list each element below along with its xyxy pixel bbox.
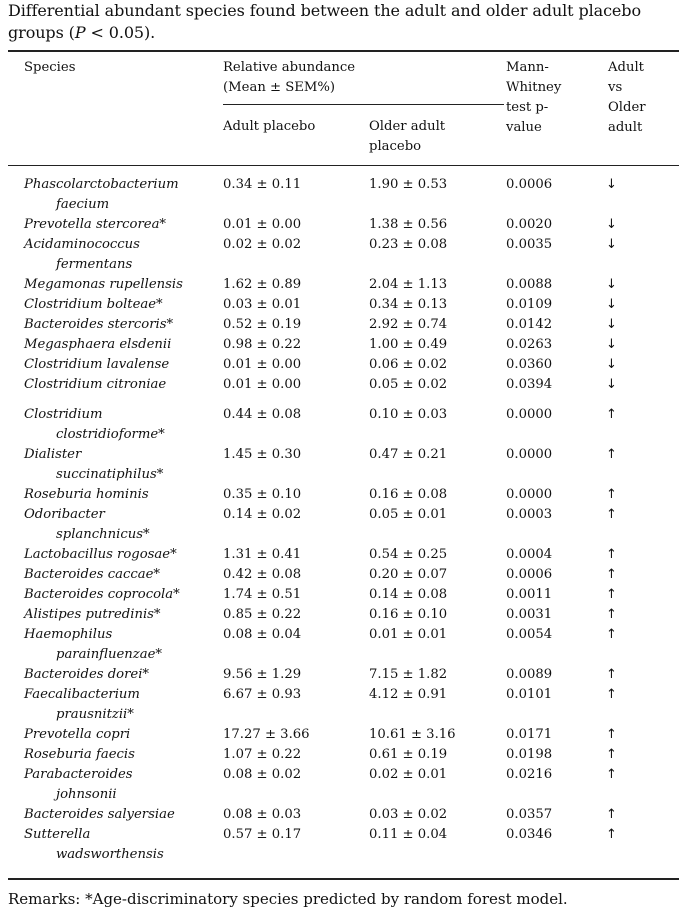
caption-text-after: < 0.05).: [85, 23, 156, 42]
species-name-line1: Bacteroides dorei*: [24, 667, 150, 682]
caption-p-symbol: P: [74, 23, 86, 42]
species-name: [24, 685, 214, 725]
mann-whitney-p-value: 0.0088: [506, 277, 553, 292]
older-adult-placebo-value: 1.38 ± 0.56: [369, 217, 448, 232]
older-adult-placebo-value: 4.12 ± 0.91: [369, 687, 448, 702]
species-name-line1: Acidaminococcus: [24, 237, 140, 252]
mann-whitney-p-value: 0.0171: [506, 727, 553, 742]
header-older-line1: Older adult: [369, 119, 446, 134]
mann-whitney-p-value: 0.0006: [506, 567, 553, 582]
adult-placebo-value: 0.08 ± 0.04: [223, 627, 302, 642]
species-name-line2: johnsonii: [56, 787, 117, 802]
species-name: [24, 215, 214, 235]
species-name-line2: fermentans: [56, 257, 133, 272]
adult-placebo-value: 0.01 ± 0.00: [223, 377, 302, 392]
species-name: [24, 485, 214, 505]
header-older-line2: placebo: [369, 139, 422, 154]
direction-arrow-icon: ↑: [606, 547, 617, 562]
species-name-line1: Clostridium citroniae: [24, 377, 167, 392]
species-name-line1: Megasphaera elsdenii: [24, 337, 172, 352]
header-relative-abundance-line2: (Mean ± SEM%): [223, 80, 336, 95]
mann-whitney-p-value: 0.0216: [506, 767, 553, 782]
direction-arrow-icon: ↓: [606, 277, 617, 292]
header-mw-line3: test p-: [506, 100, 549, 115]
direction-arrow-icon: ↓: [606, 337, 617, 352]
top-rule: [8, 50, 679, 52]
species-name-line1: Bacteroides stercoris*: [24, 317, 174, 332]
older-adult-placebo-value: 0.61 ± 0.19: [369, 747, 448, 762]
header-dir-line3: Older: [608, 100, 646, 115]
mann-whitney-p-value: 0.0004: [506, 547, 553, 562]
adult-placebo-value: 0.01 ± 0.00: [223, 217, 302, 232]
adult-placebo-value: 0.35 ± 0.10: [223, 487, 302, 502]
species-name-line1: Prevotella copri: [24, 727, 131, 742]
direction-arrow-icon: ↑: [606, 587, 617, 602]
species-name: [24, 295, 214, 315]
mann-whitney-p-value: 0.0020: [506, 217, 553, 232]
species-name: [24, 175, 214, 215]
adult-placebo-value: 0.03 ± 0.01: [223, 297, 302, 312]
species-name: [24, 405, 214, 445]
species-name: [24, 275, 214, 295]
header-dir-line4: adult: [608, 120, 643, 135]
species-name: [24, 545, 214, 565]
species-name-line2: prausnitzii*: [56, 707, 134, 722]
adult-placebo-value: 0.85 ± 0.22: [223, 607, 302, 622]
species-name-line1: Prevotella stercorea*: [24, 217, 167, 232]
older-adult-placebo-value: 0.54 ± 0.25: [369, 547, 448, 562]
header-dir-line1: Adult: [608, 60, 644, 75]
species-name-line1: Clostridium: [24, 407, 103, 422]
species-name: [24, 565, 214, 585]
adult-placebo-value: 6.67 ± 0.93: [223, 687, 302, 702]
direction-arrow-icon: ↓: [606, 297, 617, 312]
adult-placebo-value: 0.34 ± 0.11: [223, 177, 302, 192]
mann-whitney-p-value: 0.0089: [506, 667, 553, 682]
adult-placebo-value: 0.08 ± 0.03: [223, 807, 302, 822]
species-name: [24, 505, 214, 545]
direction-arrow-icon: ↑: [606, 727, 617, 742]
species-name: [24, 445, 214, 485]
mann-whitney-p-value: 0.0000: [506, 407, 553, 422]
older-adult-placebo-value: 0.14 ± 0.08: [369, 587, 448, 602]
adult-placebo-value: 0.08 ± 0.02: [223, 767, 302, 782]
species-name: [24, 725, 214, 745]
header-bottom-rule: [8, 165, 679, 166]
mann-whitney-p-value: 0.0101: [506, 687, 553, 702]
mann-whitney-p-value: 0.0000: [506, 447, 553, 462]
species-name: [24, 315, 214, 335]
adult-placebo-value: 9.56 ± 1.29: [223, 667, 302, 682]
species-name: [24, 375, 214, 395]
adult-placebo-value: 0.98 ± 0.22: [223, 337, 302, 352]
adult-placebo-value: 1.62 ± 0.89: [223, 277, 302, 292]
older-adult-placebo-value: 2.92 ± 0.74: [369, 317, 448, 332]
header-mw-line4: value: [506, 120, 542, 135]
mann-whitney-p-value: 0.0031: [506, 607, 553, 622]
older-adult-placebo-value: 0.16 ± 0.08: [369, 487, 448, 502]
species-name-line1: Lactobacillus rogosae*: [24, 547, 177, 562]
header-mann-whitney: [506, 58, 561, 138]
adult-placebo-value: 0.44 ± 0.08: [223, 407, 302, 422]
mann-whitney-p-value: 0.0109: [506, 297, 553, 312]
older-adult-placebo-value: 0.23 ± 0.08: [369, 237, 448, 252]
species-name: [24, 625, 214, 665]
older-adult-placebo-value: 7.15 ± 1.82: [369, 667, 448, 682]
adult-placebo-value: 0.42 ± 0.08: [223, 567, 302, 582]
older-adult-placebo-value: 0.20 ± 0.07: [369, 567, 448, 582]
direction-arrow-icon: ↑: [606, 667, 617, 682]
adult-placebo-value: 1.07 ± 0.22: [223, 747, 302, 762]
direction-arrow-icon: ↑: [606, 807, 617, 822]
direction-arrow-icon: ↑: [606, 767, 617, 782]
species-name-line1: Alistipes putredinis*: [24, 607, 161, 622]
species-name: [24, 825, 214, 865]
mann-whitney-p-value: 0.0357: [506, 807, 553, 822]
species-name: [24, 335, 214, 355]
species-name-line1: Megamonas rupellensis: [24, 277, 183, 292]
header-adult-placebo: Adult placebo: [223, 119, 316, 134]
mann-whitney-p-value: 0.0394: [506, 377, 553, 392]
older-adult-placebo-value: 0.05 ± 0.01: [369, 507, 448, 522]
older-adult-placebo-value: 0.06 ± 0.02: [369, 357, 448, 372]
species-name: [24, 355, 214, 375]
species-name-line2: splanchnicus*: [56, 527, 150, 542]
header-relative-abundance: [223, 58, 355, 98]
species-name: [24, 765, 214, 805]
older-adult-placebo-value: 1.90 ± 0.53: [369, 177, 448, 192]
species-name-line1: Bacteroides salyersiae: [24, 807, 175, 822]
header-span-rule: [223, 104, 504, 105]
direction-arrow-icon: ↑: [606, 827, 617, 842]
species-name-line1: Clostridium bolteae*: [24, 297, 163, 312]
mann-whitney-p-value: 0.0360: [506, 357, 553, 372]
direction-arrow-icon: ↑: [606, 627, 617, 642]
direction-arrow-icon: ↓: [606, 237, 617, 252]
older-adult-placebo-value: 10.61 ± 3.16: [369, 727, 456, 742]
older-adult-placebo-value: 0.16 ± 0.10: [369, 607, 448, 622]
direction-arrow-icon: ↑: [606, 447, 617, 462]
species-name-line1: Odoribacter: [24, 507, 105, 522]
direction-arrow-icon: ↑: [606, 407, 617, 422]
mann-whitney-p-value: 0.0011: [506, 587, 553, 602]
direction-arrow-icon: ↑: [606, 487, 617, 502]
direction-arrow-icon: ↓: [606, 357, 617, 372]
mann-whitney-p-value: 0.0142: [506, 317, 553, 332]
direction-arrow-icon: ↓: [606, 317, 617, 332]
species-name-line2: wadsworthensis: [56, 847, 164, 862]
caption-text-before: Differential abundant species found between the adult and older adult placebo groups (: [8, 1, 641, 42]
older-adult-placebo-value: 0.03 ± 0.02: [369, 807, 448, 822]
adult-placebo-value: 0.52 ± 0.19: [223, 317, 302, 332]
header-mw-line2: Whitney: [506, 80, 562, 95]
older-adult-placebo-value: 0.11 ± 0.04: [369, 827, 448, 842]
older-adult-placebo-value: 2.04 ± 1.13: [369, 277, 448, 292]
mann-whitney-p-value: 0.0346: [506, 827, 553, 842]
adult-placebo-value: 1.45 ± 0.30: [223, 447, 302, 462]
species-name-line2: clostridioforme*: [56, 427, 165, 442]
species-name-line1: Bacteroides caccae*: [24, 567, 160, 582]
mann-whitney-p-value: 0.0263: [506, 337, 553, 352]
species-name: [24, 665, 214, 685]
direction-arrow-icon: ↑: [606, 507, 617, 522]
species-name-line1: Clostridium lavalense: [24, 357, 170, 372]
direction-arrow-icon: ↓: [606, 377, 617, 392]
species-name-line2: parainfluenzae*: [56, 647, 162, 662]
species-name-line1: Roseburia faecis: [24, 747, 135, 762]
species-name-line2: faecium: [56, 197, 110, 212]
species-name: [24, 605, 214, 625]
table-caption: [8, 0, 688, 44]
adult-placebo-value: 0.57 ± 0.17: [223, 827, 302, 842]
older-adult-placebo-value: 0.34 ± 0.13: [369, 297, 448, 312]
header-species: Species: [24, 60, 76, 75]
older-adult-placebo-value: 0.10 ± 0.03: [369, 407, 448, 422]
mann-whitney-p-value: 0.0198: [506, 747, 553, 762]
header-relative-abundance-line1: Relative abundance: [223, 60, 356, 75]
direction-arrow-icon: ↑: [606, 687, 617, 702]
species-name-line1: Phascolarctobacterium: [24, 177, 179, 192]
direction-arrow-icon: ↑: [606, 607, 617, 622]
species-name-line2: succinatiphilus*: [56, 467, 164, 482]
species-name-line1: Dialister: [24, 447, 82, 462]
adult-placebo-value: 1.74 ± 0.51: [223, 587, 302, 602]
adult-placebo-value: 0.01 ± 0.00: [223, 357, 302, 372]
species-name-line1: Haemophilus: [24, 627, 113, 642]
older-adult-placebo-value: 0.02 ± 0.01: [369, 767, 448, 782]
species-name-line1: Faecalibacterium: [24, 687, 140, 702]
older-adult-placebo-value: 0.47 ± 0.21: [369, 447, 448, 462]
mann-whitney-p-value: 0.0006: [506, 177, 553, 192]
mann-whitney-p-value: 0.0000: [506, 487, 553, 502]
table-remarks: Remarks: *Age-discriminatory species predicted by random forest model.: [8, 890, 568, 908]
header-direction: [608, 58, 646, 138]
mann-whitney-p-value: 0.0003: [506, 507, 553, 522]
older-adult-placebo-value: 0.05 ± 0.02: [369, 377, 448, 392]
header-dir-line2: vs: [608, 80, 623, 95]
header-mw-line1: Mann-: [506, 60, 549, 75]
species-name-line1: Parabacteroides: [24, 767, 133, 782]
adult-placebo-value: 0.02 ± 0.02: [223, 237, 302, 252]
mann-whitney-p-value: 0.0054: [506, 627, 553, 642]
species-name-line1: Roseburia hominis: [24, 487, 149, 502]
species-name: [24, 585, 214, 605]
header-older-adult-placebo: [369, 117, 445, 157]
direction-arrow-icon: ↑: [606, 567, 617, 582]
older-adult-placebo-value: 1.00 ± 0.49: [369, 337, 448, 352]
older-adult-placebo-value: 0.01 ± 0.01: [369, 627, 448, 642]
adult-placebo-value: 17.27 ± 3.66: [223, 727, 310, 742]
bottom-rule: [8, 878, 679, 880]
adult-placebo-value: 1.31 ± 0.41: [223, 547, 302, 562]
species-name-line1: Bacteroides coprocola*: [24, 587, 180, 602]
direction-arrow-icon: ↑: [606, 747, 617, 762]
direction-arrow-icon: ↓: [606, 177, 617, 192]
species-name-line1: Sutterella: [24, 827, 91, 842]
adult-placebo-value: 0.14 ± 0.02: [223, 507, 302, 522]
species-name: [24, 745, 214, 765]
mann-whitney-p-value: 0.0035: [506, 237, 553, 252]
species-name: [24, 235, 214, 275]
species-name: [24, 805, 214, 825]
direction-arrow-icon: ↓: [606, 217, 617, 232]
